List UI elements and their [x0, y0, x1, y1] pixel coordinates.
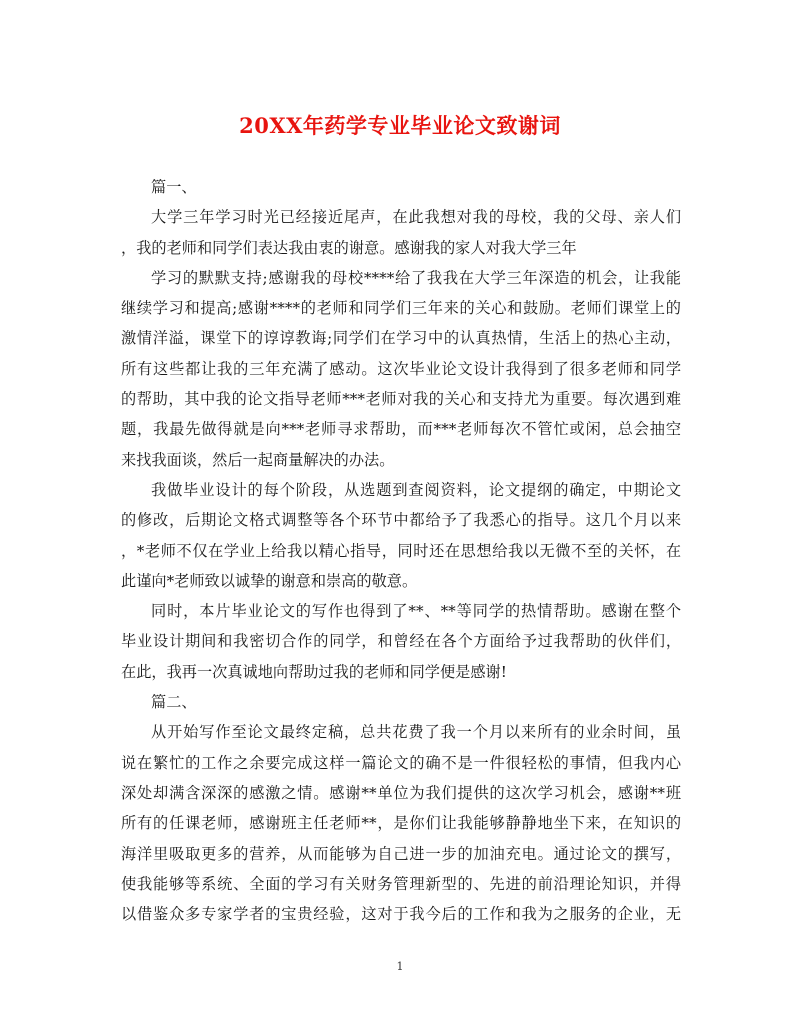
text-line: 同时，本片毕业论文的写作也得到了**、**等同学的热情帮助。感谢在整个 — [151, 602, 681, 621]
document-body — [121, 172, 681, 929]
text-line: 以借鉴众多专家学者的宝贵经验，这对于我今后的工作和我为之服务的企业，无 — [121, 905, 681, 924]
text-line: 所有这些都让我的三年充满了感动。这次毕业论文设计我得到了很多老师和同学 — [121, 359, 681, 378]
text-line: 毕业设计期间和我密切合作的同学，和曾经在各个方面给予过我帮助的伙伴们， — [121, 632, 681, 651]
text-line: 所有的任课老师，感谢班主任老师**，是你们让我能够静静地坐下来，在知识的 — [121, 814, 681, 833]
text-line: ，我的老师和同学们表达我由衷的谢意。感谢我的家人对我大学三年 — [121, 238, 577, 257]
text-line: 题，我最先做得就是向***老师寻求帮助，而***老师每次不管忙或闲，总会抽空 — [121, 420, 681, 439]
text-line: 的帮助，其中我的论文指导老师***老师对我的关心和支持尤为重要。每次遇到难 — [121, 390, 681, 409]
text-line: 说在繁忙的工作之余要完成这样一篇论文的确不是一件很轻松的事情，但我内心 — [121, 753, 681, 772]
text-line: 的修改，后期论文格式调整等各个环节中都给予了我悉心的指导。这几个月以来 — [121, 511, 681, 530]
text-line: 来找我面谈，然后一起商量解决的办法。 — [121, 450, 395, 469]
text-line: 海洋里吸取更多的营养，从而能够为自己进一步的加油充电。通过论文的撰写， — [121, 844, 681, 863]
text-line: 我做毕业设计的每个阶段，从选题到查阅资料，论文提纲的确定，中期论文 — [151, 480, 681, 499]
text-line: 继续学习和提高;感谢****的老师和同学们三年来的关心和鼓励。老师们课堂上的 — [121, 299, 681, 318]
text-line: 篇二、 — [151, 693, 197, 712]
text-line: 使我能够等系统、全面的学习有关财务管理新型的、先进的前沿理论知识，并得 — [121, 874, 681, 893]
text-line: 学习的默默支持;感谢我的母校****给了我我在大学三年深造的机会，让我能 — [151, 268, 681, 287]
text-line: 激情洋溢，课堂下的谆谆教诲;同学们在学习中的认真热情，生活上的热心主动， — [121, 329, 681, 348]
document-title: 20XX年药学专业毕业论文致谢词 — [239, 113, 561, 138]
text-line: 在此，我再一次真诚地向帮助过我的老师和同学便是感谢! — [121, 662, 507, 681]
page-number: 1 — [396, 960, 404, 973]
text-line: 篇一、 — [151, 178, 197, 196]
text-line: 深处却满含深深的感激之情。感谢**单位为我们提供的这次学习机会，感谢**班 — [121, 783, 681, 802]
text-line: 大学三年学习时光已经接近尾声，在此我想对我的母校，我的父母、亲人们 — [151, 208, 681, 227]
text-line: ，*老师不仅在学业上给我以精心指导，同时还在思想给我以无微不至的关怀，在 — [121, 541, 681, 560]
text-line: 从开始写作至论文最终定稿，总共花费了我一个月以来所有的业余时间，虽 — [151, 723, 681, 742]
text-line: 此谨向*老师致以诚挚的谢意和崇高的敬意。 — [121, 571, 418, 590]
